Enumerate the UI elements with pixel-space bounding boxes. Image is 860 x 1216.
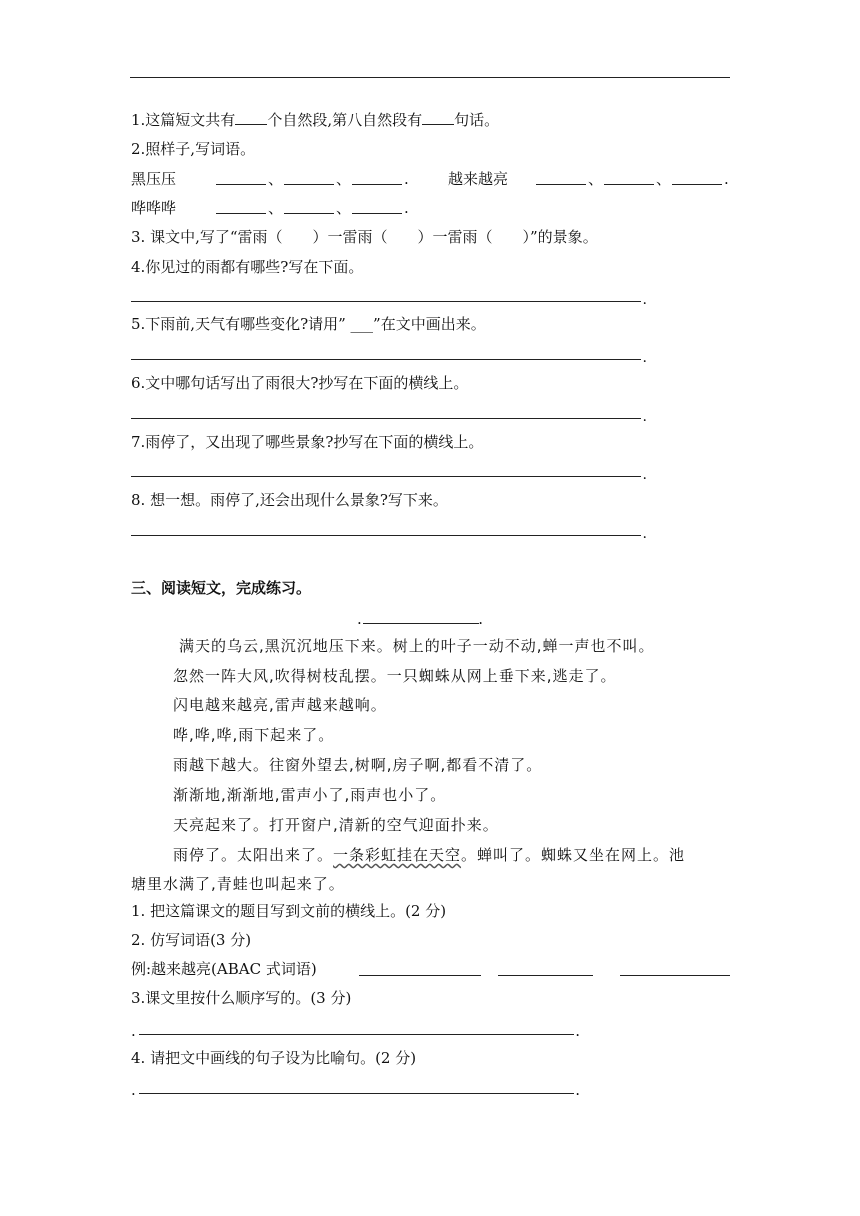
q2-blank-1b[interactable] bbox=[284, 184, 334, 185]
s3-answer-line[interactable] bbox=[131, 1017, 580, 1040]
question-6: 6.文中哪句话写出了雨很大?抄写在下面的横线上。 bbox=[131, 374, 469, 392]
q7-answer-dot: . bbox=[642, 467, 647, 483]
q2-row-1 bbox=[131, 169, 176, 189]
q2-word-3: 哗哗哗 bbox=[131, 199, 177, 217]
header-rule bbox=[130, 77, 730, 78]
q2-blank-2a[interactable] bbox=[536, 184, 586, 185]
s2-blank-1[interactable] bbox=[359, 975, 481, 976]
q2-sep: 、 bbox=[656, 170, 672, 188]
question-7: 7.雨停了，又出现了哪些景象?抄写在下面的横线上。 bbox=[131, 433, 484, 451]
q2-word-1: 黑压压 bbox=[131, 170, 177, 188]
q2-end-dot: . bbox=[404, 199, 409, 217]
passage-title-blank[interactable] bbox=[357, 610, 483, 626]
title-blank-dot-right: . bbox=[478, 610, 483, 628]
q6-answer-line[interactable] bbox=[131, 401, 647, 425]
s4-answer-line[interactable] bbox=[131, 1076, 580, 1099]
section-3-question-3: 3.课文里按什么顺序写的。(3 分) bbox=[131, 989, 352, 1007]
question-5: 5.下雨前,天气有哪些变化?请用” ___”在文中画出来。 bbox=[131, 315, 486, 333]
q2-blank-3b[interactable] bbox=[284, 213, 334, 214]
q2-blank-3c[interactable] bbox=[352, 213, 402, 214]
q2-blank-2b[interactable] bbox=[604, 184, 654, 185]
passage-paragraph-5: 雨越下越大。往窗外望去,树啊,房子啊,都看不清了。 bbox=[173, 756, 543, 774]
q2-blank-1a[interactable] bbox=[216, 184, 266, 185]
q1-blank-1[interactable] bbox=[235, 110, 267, 125]
q8-answer-dot: . bbox=[642, 526, 647, 542]
s3-dot-lead: . bbox=[131, 1022, 136, 1040]
q6-answer-dot: . bbox=[642, 409, 647, 425]
s4-dot-end: . bbox=[575, 1081, 580, 1099]
section-3-question-2: 2. 仿写词语(3 分) bbox=[131, 931, 252, 949]
q1-text-b: 个自然段,第八自然段有 bbox=[267, 111, 423, 129]
question-1 bbox=[131, 110, 499, 130]
q2-row-2 bbox=[131, 198, 176, 218]
q4-answer-dot: . bbox=[642, 292, 647, 308]
q2-sep: 、 bbox=[336, 199, 352, 217]
passage-paragraph-8-cont: 塘里水满了,青蛙也叫起来了。 bbox=[131, 875, 345, 893]
s3-dot-end: . bbox=[575, 1022, 580, 1040]
p8-text-b: 。蝉叫了。蜘蛛又坐在网上。池 bbox=[461, 846, 686, 864]
s2-blank-2[interactable] bbox=[498, 975, 593, 976]
q2-word-2: 越来越亮 bbox=[448, 170, 509, 188]
q2-blank-1c[interactable] bbox=[352, 184, 402, 185]
passage-paragraph-4: 哗,哗,哗,雨下起来了。 bbox=[173, 726, 335, 744]
q2-blank-2c[interactable] bbox=[672, 184, 722, 185]
section-3-question-4: 4. 请把文中画线的句子设为比喻句。(2 分) bbox=[131, 1049, 417, 1067]
passage-paragraph-2: 忽然一阵大风,吹得树枝乱摆。一只蜘蛛从网上垂下来,逃走了。 bbox=[173, 667, 617, 685]
p8-text-a: 雨停了。太阳出来了。 bbox=[173, 846, 334, 864]
passage-paragraph-1: 满天的乌云,黑沉沉地压下来。树上的叶子一动不动,蝉一声也不叫。 bbox=[179, 637, 655, 655]
underlined-sentence: 一条彩虹挂在天空 bbox=[333, 846, 462, 864]
q1-text-a: 1.这篇短文共有 bbox=[131, 111, 236, 129]
question-3: 3. 课文中,写了“雷雨（ ）一雷雨（ ）一雷雨（ ）”的景象。 bbox=[131, 228, 598, 246]
q7-answer-line[interactable] bbox=[131, 459, 647, 483]
q2-sep: 、 bbox=[268, 199, 284, 217]
q4-answer-line[interactable] bbox=[131, 284, 647, 308]
q5-answer-line[interactable] bbox=[131, 342, 647, 366]
q1-blank-2[interactable] bbox=[422, 110, 454, 125]
s2-blank-3[interactable] bbox=[620, 975, 730, 976]
question-4: 4.你见过的雨都有哪些?写在下面。 bbox=[131, 258, 364, 276]
q5-answer-dot: . bbox=[642, 350, 647, 366]
question-8: 8. 想一想。雨停了,还会出现什么景象?写下来。 bbox=[131, 491, 448, 509]
q2-sep: 、 bbox=[336, 170, 352, 188]
section-3-question-1: 1. 把这篇课文的题目写到文前的横线上。(2 分) bbox=[131, 902, 447, 920]
passage-paragraph-8 bbox=[131, 840, 731, 870]
section-3-title: 三、阅读短文，完成练习。 bbox=[131, 579, 312, 597]
s4-dot-lead: . bbox=[131, 1081, 136, 1099]
passage-paragraph-3: 闪电越来越亮,雷声越来越响。 bbox=[173, 696, 387, 714]
q2-end-dot: . bbox=[724, 170, 729, 188]
q1-text-c: 句话。 bbox=[454, 111, 500, 129]
question-2-title: 2.照样子,写词语。 bbox=[131, 140, 256, 158]
s2-example: 例:越来越亮(ABAC 式词语) bbox=[131, 960, 317, 978]
q2-sep: 、 bbox=[588, 170, 604, 188]
q2-sep: 、 bbox=[268, 170, 284, 188]
q2-end-dot: . bbox=[404, 170, 409, 188]
passage-paragraph-7: 天亮起来了。打开窗户,清新的空气迎面扑来。 bbox=[173, 816, 499, 834]
passage-paragraph-6: 渐渐地,渐渐地,雷声小了,雨声也小了。 bbox=[173, 786, 447, 804]
q8-answer-line[interactable] bbox=[131, 518, 647, 542]
q2-blank-3a[interactable] bbox=[216, 213, 266, 214]
title-blank-dot-left: . bbox=[357, 610, 362, 628]
